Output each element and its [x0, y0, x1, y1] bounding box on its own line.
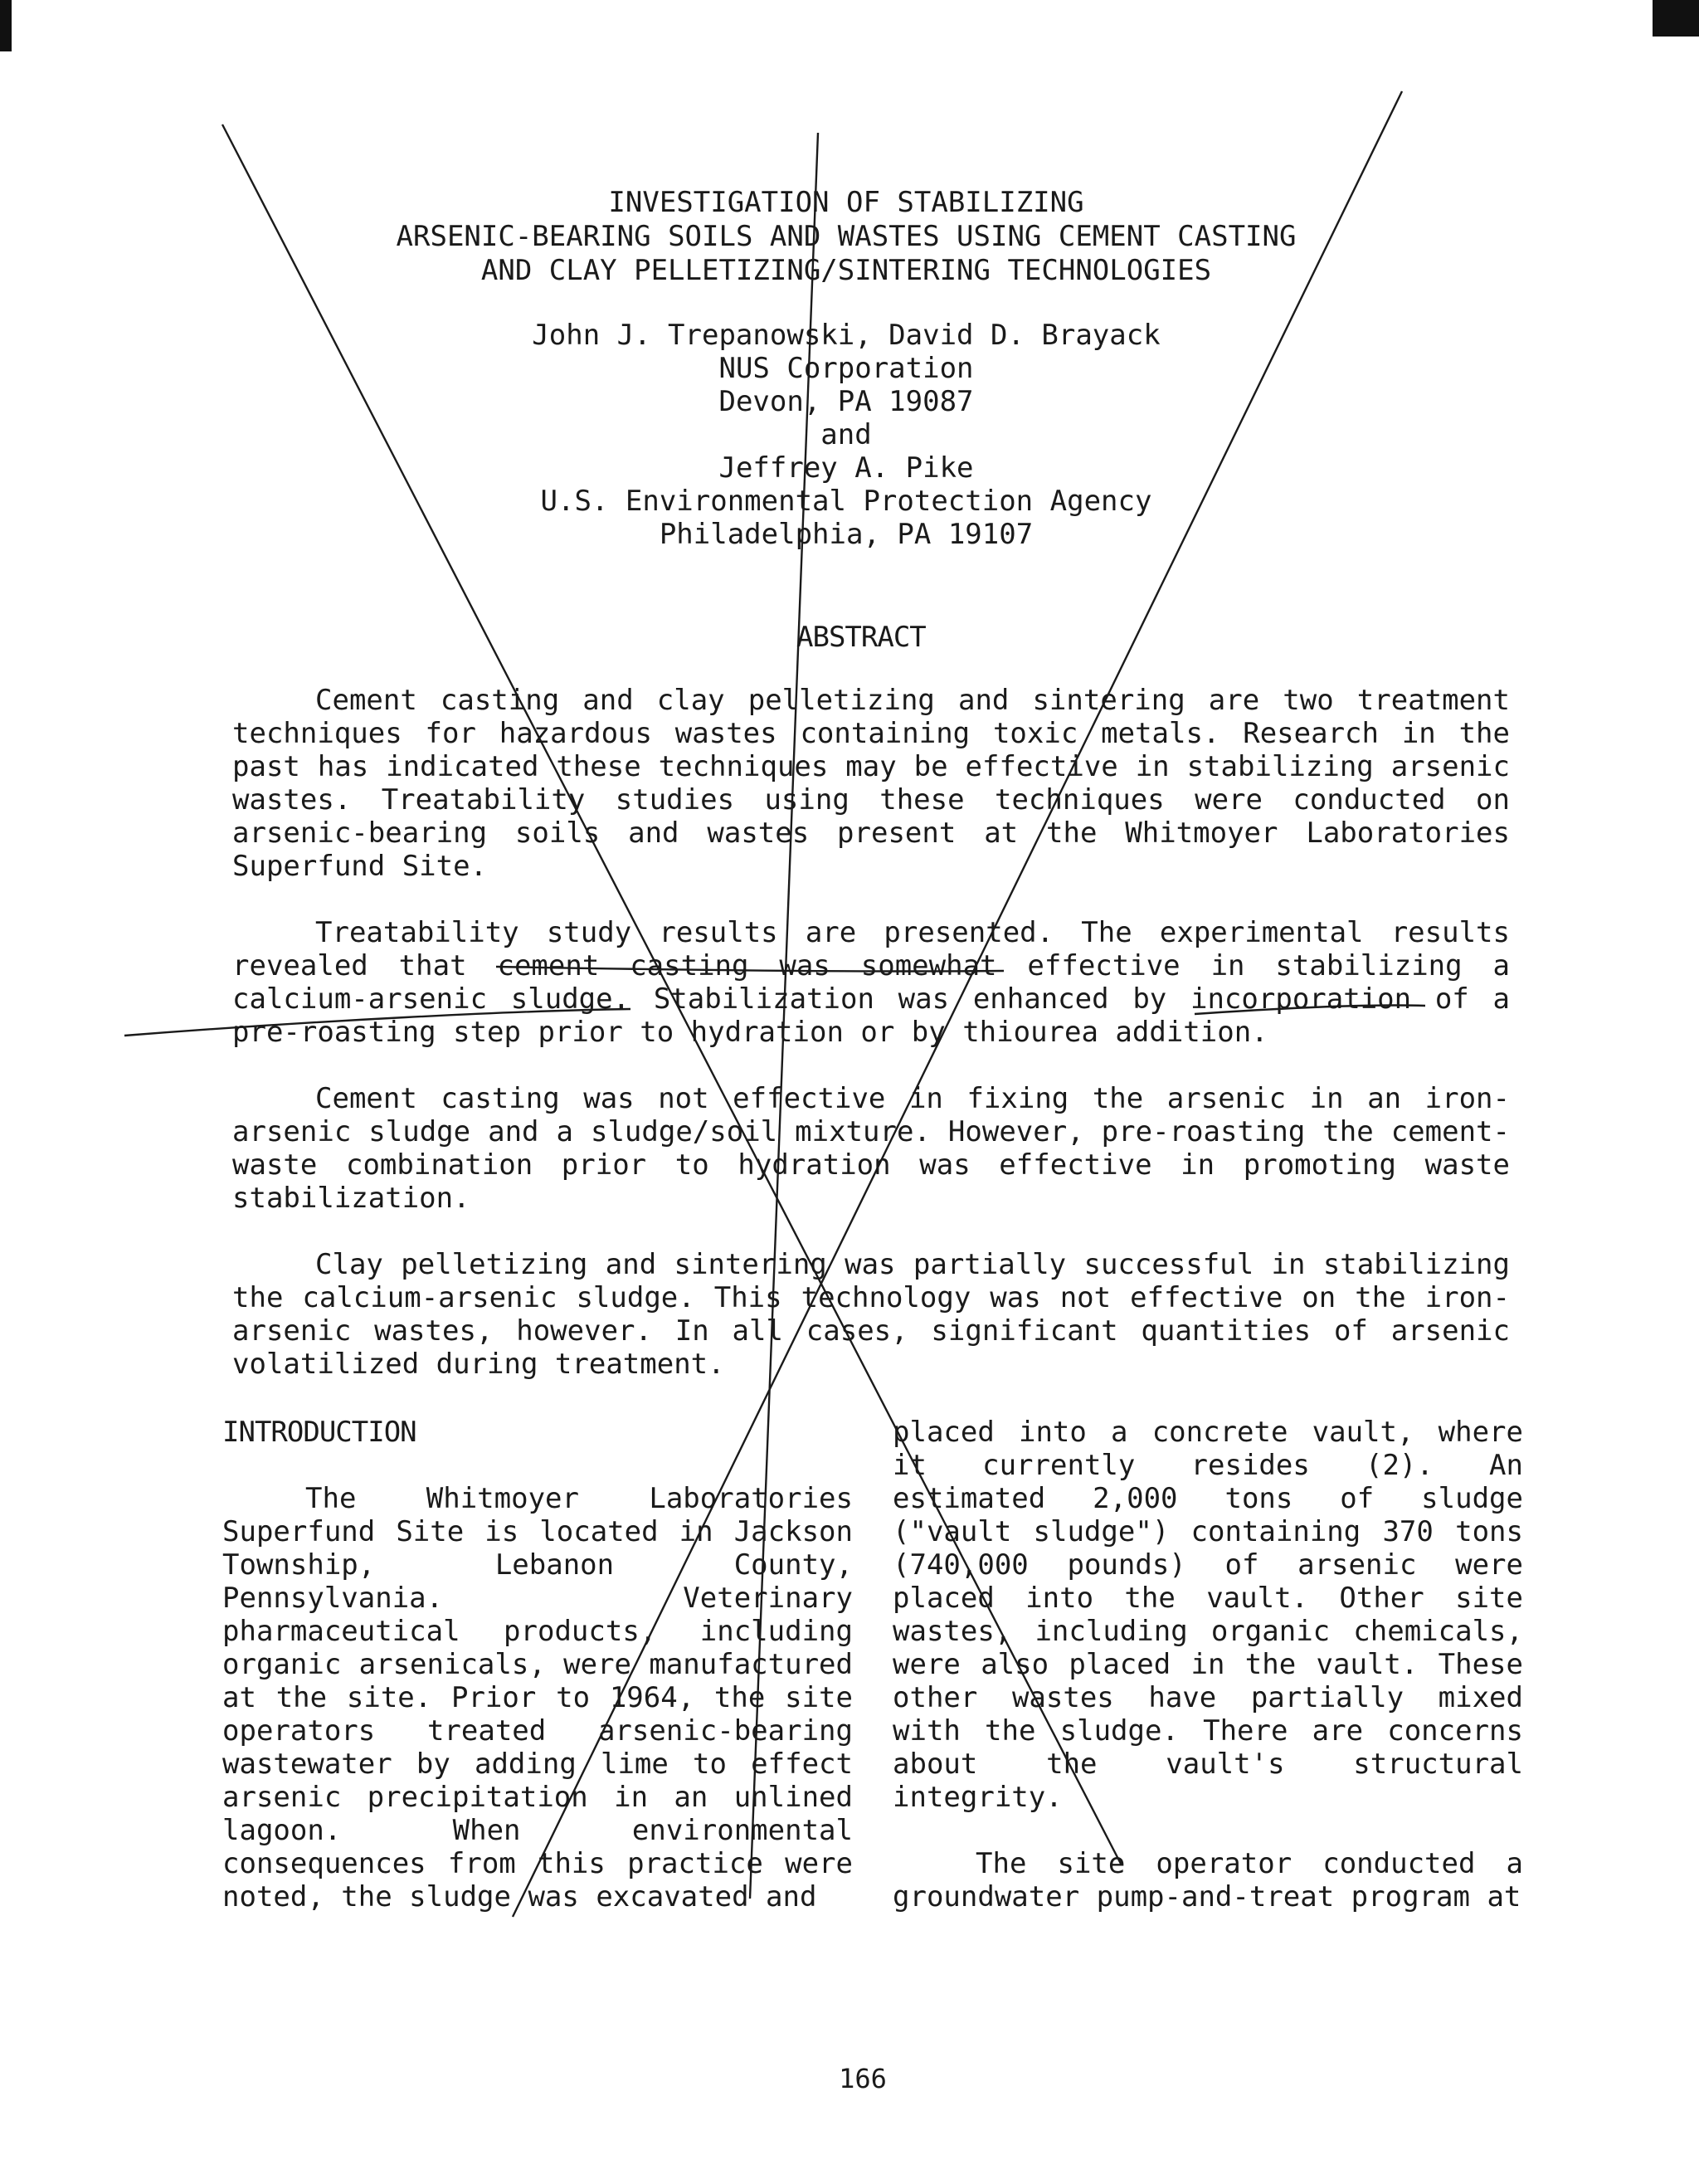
title-line: ARSENIC-BEARING SOILS AND WASTES USING CEMENT CASTING — [396, 220, 1297, 253]
author-affiliation: U.S. Environmental Protection Agency — [540, 485, 1152, 518]
abstract-heading: ABSTRACT — [796, 621, 926, 654]
left-column — [222, 1416, 853, 1947]
author-names: John J. Trepanowski, David D. Brayack — [532, 319, 1161, 352]
body-paragraph: The Whitmoyer Laboratories Superfund Site is located in Jackson Township, Lebanon County, Pennsylvania. Veterinary pharmaceutical products, including organic arsenicals, were manufactured at the site. Prior to 1964, the site operators treated arsenic-bearing wastewater by adding lime to effect arsenic precipitation in an unlined lagoon. When environmental consequences from this practice were noted, the sludge was excavated and — [222, 1482, 853, 1913]
abstract-paragraph: Cement casting was not effective in fixing the arsenic in an iron-arsenic sludge and a sludge/soil mixture. However, pre-roasting the cement-waste combination prior to hydration was effective in promoting waste stabilization. — [232, 1082, 1510, 1215]
author-block — [390, 319, 1302, 551]
author-address: Philadelphia, PA 19107 — [659, 518, 1034, 551]
abstract-paragraph: Treatability study results are presented. The experimental results revealed that cement casting was somewhat effective in stabilizing a calcium-arsenic sludge. Stabilization was enhanced by incorporation of a pre-roasting step prior to hydration or by thiourea addition. — [232, 916, 1510, 1049]
author-address: Devon, PA 19087 — [718, 385, 974, 418]
page-number: 166 — [839, 2063, 887, 2094]
body-paragraph: placed into a concrete vault, where it currently resides (2). An estimated 2,000 tons of sludge ("vault sludge") containing 370 tons (740,000 pounds) of arsenic were placed into the vault. Other site wastes, including organic chemicals, were also placed in the vault. These other wastes have partially mixed with the sludge. There are concerns about the vault's structural integrity. — [893, 1416, 1523, 1814]
abstract-body — [232, 684, 1510, 1414]
author-conjunction: and — [820, 418, 872, 451]
author-affiliation: NUS Corporation — [718, 352, 974, 385]
body-paragraph: The site operator conducted a groundwater pump-and-treat program at — [893, 1847, 1523, 1913]
right-column — [893, 1416, 1523, 1947]
section-heading-introduction: INTRODUCTION — [222, 1416, 416, 1449]
abstract-paragraph: Cement casting and clay pelletizing and sintering are two treatment techniques for hazardous wastes containing toxic metals. Research in the past has indicated these techniques may be effective in stabilizing arsenic wastes. Treatability studies using these techniques were conducted on arsenic-bearing soils and wastes present at the Whitmoyer Laboratories Superfund Site. — [232, 684, 1510, 883]
title-line: AND CLAY PELLETIZING/SINTERING TECHNOLOGIES — [480, 254, 1212, 287]
scan-edge-mark-right — [1653, 0, 1699, 37]
title-line: INVESTIGATION OF STABILIZING — [608, 186, 1084, 219]
author-names: Jeffrey A. Pike — [718, 451, 974, 485]
scan-edge-mark-left — [0, 0, 12, 51]
abstract-paragraph: Clay pelletizing and sintering was partially successful in stabilizing the calcium-arsenic sludge. This technology was not effective on the iron-arsenic wastes, however. In all cases, significant quantities of arsenic volatilized during treatment. — [232, 1248, 1510, 1381]
paper-title — [224, 186, 1468, 288]
